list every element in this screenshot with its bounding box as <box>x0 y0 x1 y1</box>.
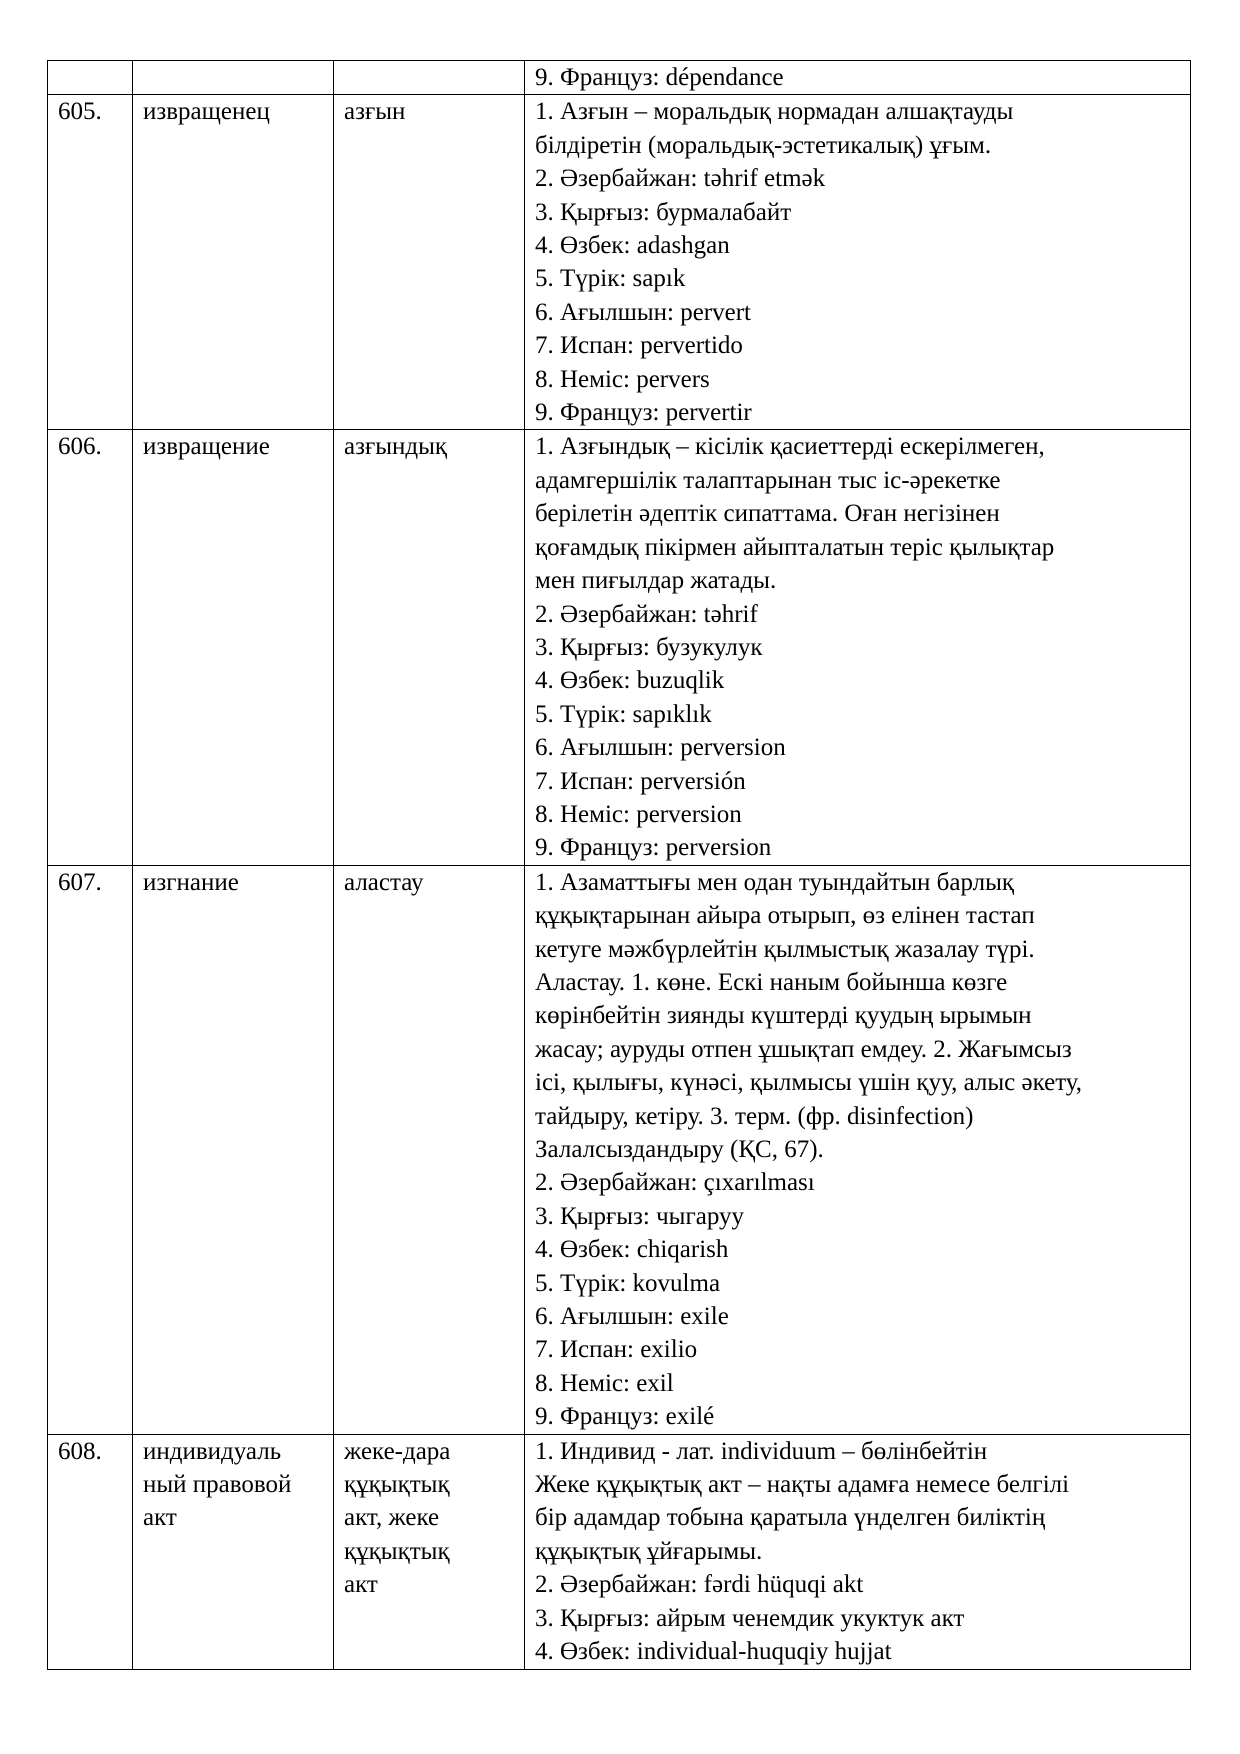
definition-cell <box>525 1434 1191 1669</box>
definition-line: 2. Әзербайжан: təhrif etmək <box>535 165 826 193</box>
kazakh-term-line: аластау <box>344 868 424 896</box>
kazakh-term-line: акт <box>344 1571 378 1599</box>
definition-line: 5. Түрік: sapıklık <box>535 700 712 728</box>
definition-line: білдіретін (моральдық-эстетикалық) ұғым. <box>535 131 992 159</box>
russian-term-line: акт <box>143 1504 177 1532</box>
definition-line: Жеке құқықтық акт – нақты адамға немесе белгілі <box>535 1471 1070 1499</box>
definition-line: 4. Өзбек: chiqarish <box>535 1236 729 1264</box>
definition-line: 2. Әзербайжан: təhrif <box>535 600 758 628</box>
kazakh-term-line: азғын <box>344 98 406 126</box>
entry-number-cell <box>48 1434 133 1669</box>
entry-number: 606. <box>58 433 102 461</box>
russian-term-line: ный правовой <box>143 1471 292 1499</box>
definition-line: 8. Неміс: perversion <box>535 800 742 828</box>
definition-line: құқықтарынан айыра отырып, өз елінен тастап <box>535 902 1035 930</box>
table-row <box>48 95 1191 430</box>
definition-line: 4. Өзбек: buzuqlik <box>535 667 725 695</box>
definition-line: жасау; ауруды отпен ұшықтап емдеу. 2. Жағымсыз <box>535 1035 1072 1063</box>
russian-term-cell <box>133 61 334 95</box>
document-page <box>47 60 1190 1670</box>
definition-line: мен пиғылдар жатады. <box>535 567 777 595</box>
definition-line: 5. Түрік: kovulma <box>535 1269 721 1297</box>
definition-line: 9. Француз: perversion <box>535 834 772 862</box>
definition-line: 6. Ағылшын: exile <box>535 1303 729 1331</box>
definition-line: 3. Қырғыз: айрым ченемдик укуктук акт <box>535 1604 965 1632</box>
table-row <box>48 1434 1191 1669</box>
russian-term-line: извращение <box>143 433 270 461</box>
definition-line: 6. Ағылшын: pervert <box>535 298 751 326</box>
kazakh-term-cell <box>334 430 525 865</box>
definition-line: 8. Неміс: exil <box>535 1369 674 1397</box>
definition-cell <box>525 95 1191 430</box>
definition-line: берілетін әдептік сипаттама. Оған негізінен <box>535 500 1000 528</box>
definition-line: қоғамдық пікірмен айыпталатын теріс қылықтар <box>535 533 1055 561</box>
russian-term-cell <box>133 95 334 430</box>
entry-number: 608. <box>58 1437 102 1465</box>
definition-line: 1. Азғын – моральдық нормадан алшақтауды <box>535 98 1014 126</box>
russian-term-cell <box>133 430 334 865</box>
definition-line: 6. Ағылшын: perversion <box>535 734 786 762</box>
kazakh-term-line: азғындық <box>344 433 448 461</box>
entry-number-cell <box>48 430 133 865</box>
definition-line: 1. Азғындық – кісілік қасиеттерді ескерілмеген, <box>535 433 1045 461</box>
entry-number-cell <box>48 95 133 430</box>
definition-line: Залалсыздандыру (ҚС, 67). <box>535 1136 824 1163</box>
definition-line: 7. Испан: perversión <box>535 767 746 795</box>
entry-number: 607. <box>58 868 102 896</box>
definition-line: адамгершілік талаптарынан тыс іс-әрекетке <box>535 466 1001 494</box>
definition-line: 4. Өзбек: individual-huquqiy hujjat <box>535 1638 892 1666</box>
definition-line: 7. Испан: pervertido <box>535 332 743 360</box>
definition-line: 9. Француз: pervertir <box>535 399 752 427</box>
russian-term-line: изгнание <box>143 868 239 896</box>
definition-line: Аластау. 1. көне. Ескі наным бойынша көзге <box>535 968 1008 996</box>
kazakh-term-line: акт, жеке <box>344 1504 440 1532</box>
kazakh-term-line: құқықтық <box>344 1537 450 1565</box>
definition-line: 1. Индивид - лат. individuum – бөлінбейтін <box>535 1437 988 1465</box>
definition-line: 8. Неміс: pervers <box>535 365 710 393</box>
kazakh-term-cell <box>334 865 525 1434</box>
entry-number-cell <box>48 61 133 95</box>
definition-line: 5. Түрік: sapık <box>535 265 686 293</box>
russian-term-cell <box>133 1434 334 1669</box>
definition-line: көрінбейтін зиянды күштерді қуудың ырымын <box>535 1002 1032 1030</box>
definition-line: 9. Француз: exilé <box>535 1403 715 1431</box>
definition-line: тайдыру, кетіру. 3. терм. (фр. disinfection) <box>535 1102 974 1130</box>
definition-line: ісі, қылығы, күнәсі, қылмысы үшін қуу, алыс әкету, <box>535 1069 1083 1097</box>
kazakh-term-cell <box>334 1434 525 1669</box>
definition-line: 3. Қырғыз: бурмалабайт <box>535 198 792 226</box>
definition-line: құқықтық ұйғарымы. <box>535 1537 763 1565</box>
definition-line: 3. Қырғыз: бузукулук <box>535 633 763 661</box>
entry-number: 605. <box>58 98 102 126</box>
kazakh-term-cell <box>334 61 525 95</box>
entry-number-cell <box>48 865 133 1434</box>
table-body <box>48 61 1191 1670</box>
definition-line: 3. Қырғыз: чыгаруу <box>535 1202 744 1230</box>
definition-cell <box>525 61 1191 95</box>
glossary-table <box>47 60 1191 1670</box>
definition-line: 9. Француз: dépendance <box>535 64 784 91</box>
table-row <box>48 865 1191 1434</box>
kazakh-term-cell <box>334 95 525 430</box>
definition-line: кетуге мәжбүрлейтін қылмыстық жазалау түрі. <box>535 935 1035 963</box>
definition-cell <box>525 430 1191 865</box>
definition-line: 7. Испан: exilio <box>535 1336 698 1364</box>
definition-line: 1. Азаматтығы мен одан туындайтын барлық <box>535 868 1015 896</box>
table-row <box>48 61 1191 95</box>
definition-line: 2. Әзербайжан: fərdi hüquqi akt <box>535 1571 864 1599</box>
definition-line: 2. Әзербайжан: çıxarılması <box>535 1169 815 1197</box>
definition-line: бір адамдар тобына қаратыла үнделген биліктің <box>535 1504 1046 1532</box>
russian-term-line: индивидуаль <box>143 1437 282 1465</box>
kazakh-term-line: жеке-дара <box>344 1437 451 1465</box>
russian-term-line: извращенец <box>143 98 270 126</box>
kazakh-term-line: құқықтық <box>344 1471 450 1499</box>
definition-line: 4. Өзбек: adashgan <box>535 232 730 260</box>
russian-term-cell <box>133 865 334 1434</box>
table-row <box>48 430 1191 865</box>
definition-cell <box>525 865 1191 1434</box>
